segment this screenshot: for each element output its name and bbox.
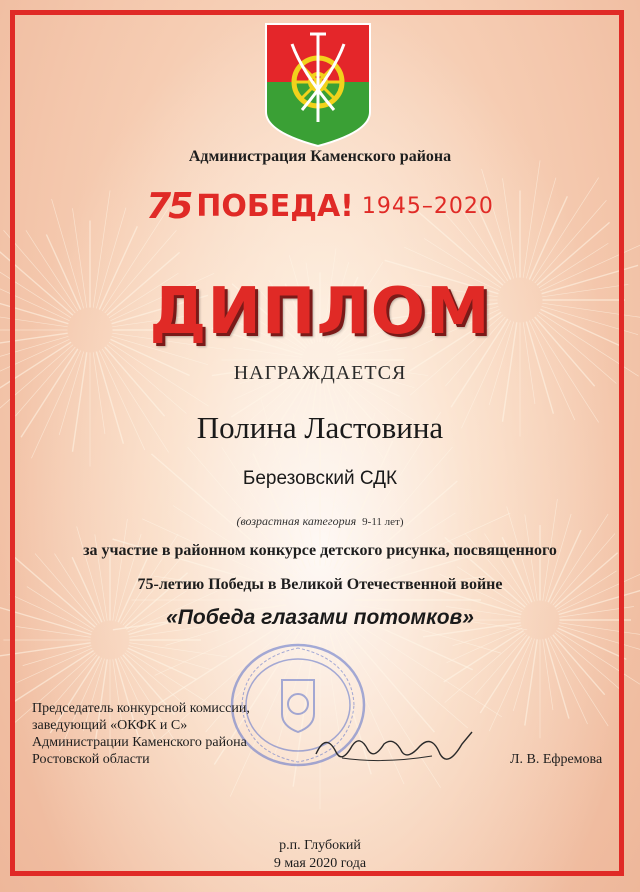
contest-name: «Победа глазами потомков» (166, 606, 474, 629)
signer-name: Л. В. Ефремова (510, 752, 603, 767)
awarded-label: НАГРАЖДАЕТСЯ (233, 362, 407, 384)
age-category (0, 514, 640, 529)
reason-line-1: за участие в районном конкурсе детского рисунка, посвященного (83, 542, 557, 559)
issue-date: 9 мая 2020 года (273, 856, 367, 871)
age-category-value: 9-11 лет) (362, 516, 404, 528)
recipient-organization: Березовский СДК (242, 468, 398, 489)
reason-line-2: 75-летию Победы в Великой Отечественной войне (137, 576, 503, 593)
recipient-name: Полина Ластовина (196, 410, 444, 445)
chairman-line-3: Администрации Каменского района (32, 735, 247, 750)
chairman-line-2: заведующий «ОКФК и С» (32, 718, 188, 733)
victory-years: 1945–2020 (361, 194, 494, 219)
chairman-line-1: Председатель конкурсной комиссии, (32, 701, 250, 716)
chairman-block (32, 700, 250, 768)
diploma-title: ДИПЛОМ (149, 275, 491, 349)
issue-place: р.п. Глубокий (279, 838, 361, 853)
coat-of-arms-icon (262, 20, 374, 150)
victory-number: 75 (146, 186, 191, 227)
chairman-line-4: Ростовской области (32, 752, 150, 767)
victory-logo (0, 186, 640, 227)
victory-word: ПОБЕДА! (196, 189, 354, 224)
age-category-label: (возрастная категория (236, 514, 357, 528)
signature-icon (312, 724, 482, 774)
administration-title: Администрация Каменского района (188, 148, 452, 165)
